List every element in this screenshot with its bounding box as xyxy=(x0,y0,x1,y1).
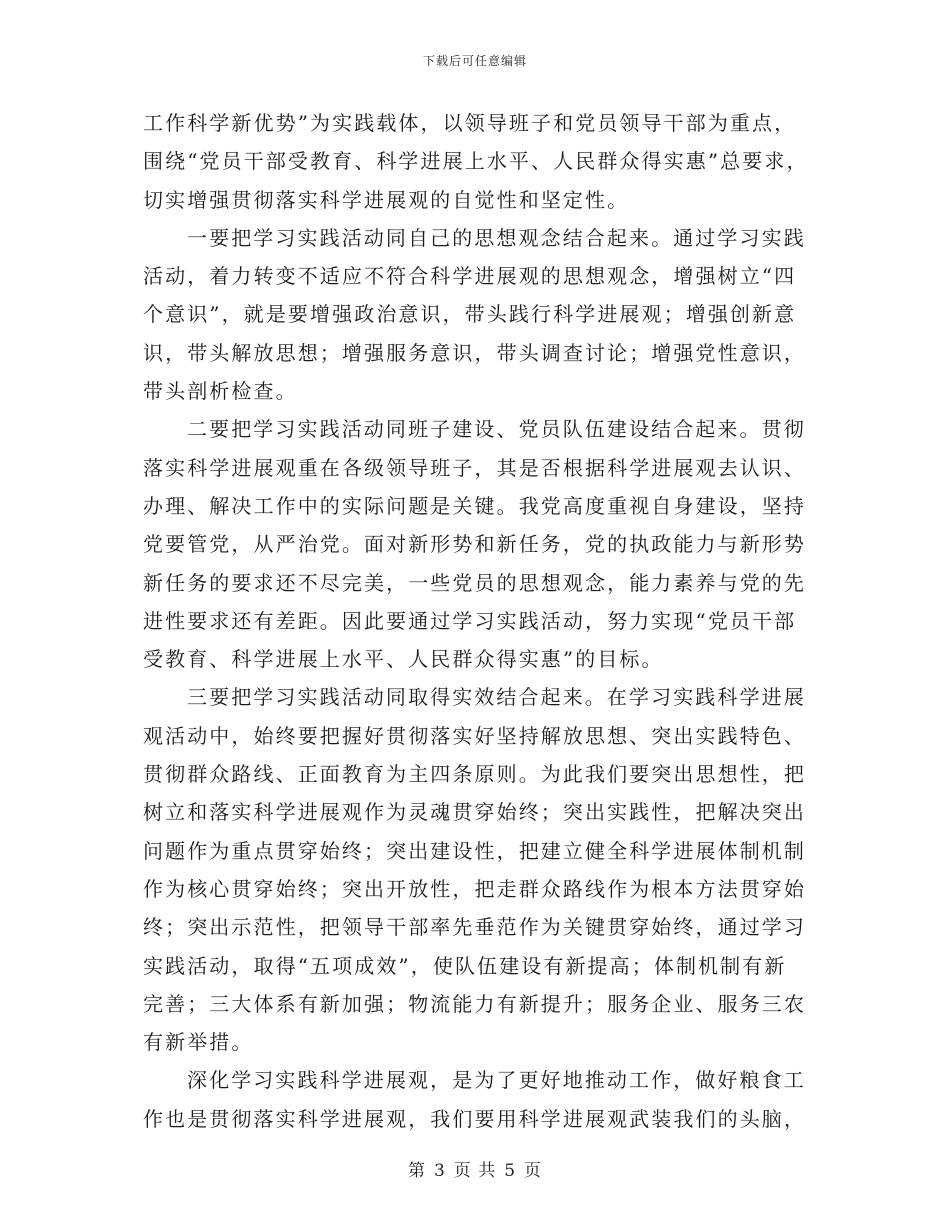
page-footer xyxy=(0,1156,950,1181)
text-line: 完善；三大体系有新加强；物流能力有新提升；服务企业、服务三农 xyxy=(143,991,806,1016)
text-line: 问题作为重点贯穿始终；突出建设性，把建立健全科学进展体制机制 xyxy=(143,838,806,863)
text-line: 工作科学新优势”为实践载体，以领导班子和党员领导干部为重点， xyxy=(143,111,797,135)
footer-middle: 页 共 xyxy=(453,1161,497,1181)
text-line: 办理、解决工作中的实际问题是关键。我党高度重视自身建设，坚持 xyxy=(143,493,806,518)
text-line: 贯彻群众路线、正面教育为主四条原则。为此我们要突出思想性，把 xyxy=(143,762,806,787)
text-line: 新任务的要求还不尽完美，一些党员的思想观念，能力素养与党的先 xyxy=(143,570,806,595)
text-line: 实践活动，取得“五项成效”，使队伍建设有新提高；体制机制有新 xyxy=(143,953,787,978)
page-header: 下载后可任意编辑 xyxy=(422,54,527,68)
paragraph-start-line: 二要把学习实践活动同班子建设、党员队伍建设结合起来。贯彻 xyxy=(187,417,806,442)
paragraph-start-line: 深化学习实践科学进展观，是为了更好地推动工作，做好粮食工 xyxy=(187,1068,806,1093)
footer-suffix: 页 xyxy=(524,1161,543,1181)
total-page-count: 5 xyxy=(504,1161,517,1181)
text-line: 切实增强贯彻落实科学进展观的自觉性和坚定性。 xyxy=(143,187,630,212)
text-line: 作也是贯彻落实科学进展观，我们要用科学进展观武装我们的头脑， xyxy=(143,1106,806,1131)
paragraph-start-line: 一要把学习实践活动同自己的思想观念结合起来。通过学习实践 xyxy=(187,225,806,250)
text-line: 围绕“党员干部受教育、科学进展上水平、人民群众得实惠”总要求， xyxy=(143,149,809,174)
text-line: 有新举措。 xyxy=(143,1030,254,1055)
document-body xyxy=(143,104,807,1138)
text-line: 带头剖析检查。 xyxy=(143,379,298,404)
text-line: 作为核心贯穿始终；突出开放性，把走群众路线作为根本方法贯穿始 xyxy=(143,876,806,901)
text-line: 党要管党，从严治党。面对新形势和新任务，党的执政能力与新形势 xyxy=(143,532,806,557)
text-line: 受教育、科学进展上水平、人民群众得实惠”的目标。 xyxy=(143,647,664,672)
text-line: 识，带头解放思想；增强服务意识，带头调查讨论；增强党性意识， xyxy=(143,340,806,365)
text-line: 进性要求还有差距。因此要通过学习实践活动，努力实现“党员干部 xyxy=(143,608,797,633)
paragraph-start-line: 三要把学习实践活动同取得实效结合起来。在学习实践科学进展 xyxy=(187,685,806,710)
text-line: 观活动中，始终要把握好贯彻落实好坚持解放思想、突出实践特色、 xyxy=(143,723,806,748)
text-line: 终；突出示范性，把领导干部率先垂范作为关键贯穿始终，通过学习 xyxy=(143,915,806,940)
current-page-number: 3 xyxy=(433,1161,446,1181)
text-line: 树立和落实科学进展观作为灵魂贯穿始终；突出实践性，把解决突出 xyxy=(143,800,806,825)
text-line: 活动，着力转变不适应不符合科学进展观的思想观念，增强树立“四 xyxy=(143,264,797,289)
text-line: 个意识”，就是要增强政治意识，带头践行科学进展观；增强创新意 xyxy=(143,302,797,327)
text-line: 落实科学进展观重在各级领导班子，其是否根据科学进展观去认识、 xyxy=(143,455,806,480)
footer-prefix: 第 xyxy=(407,1161,426,1181)
